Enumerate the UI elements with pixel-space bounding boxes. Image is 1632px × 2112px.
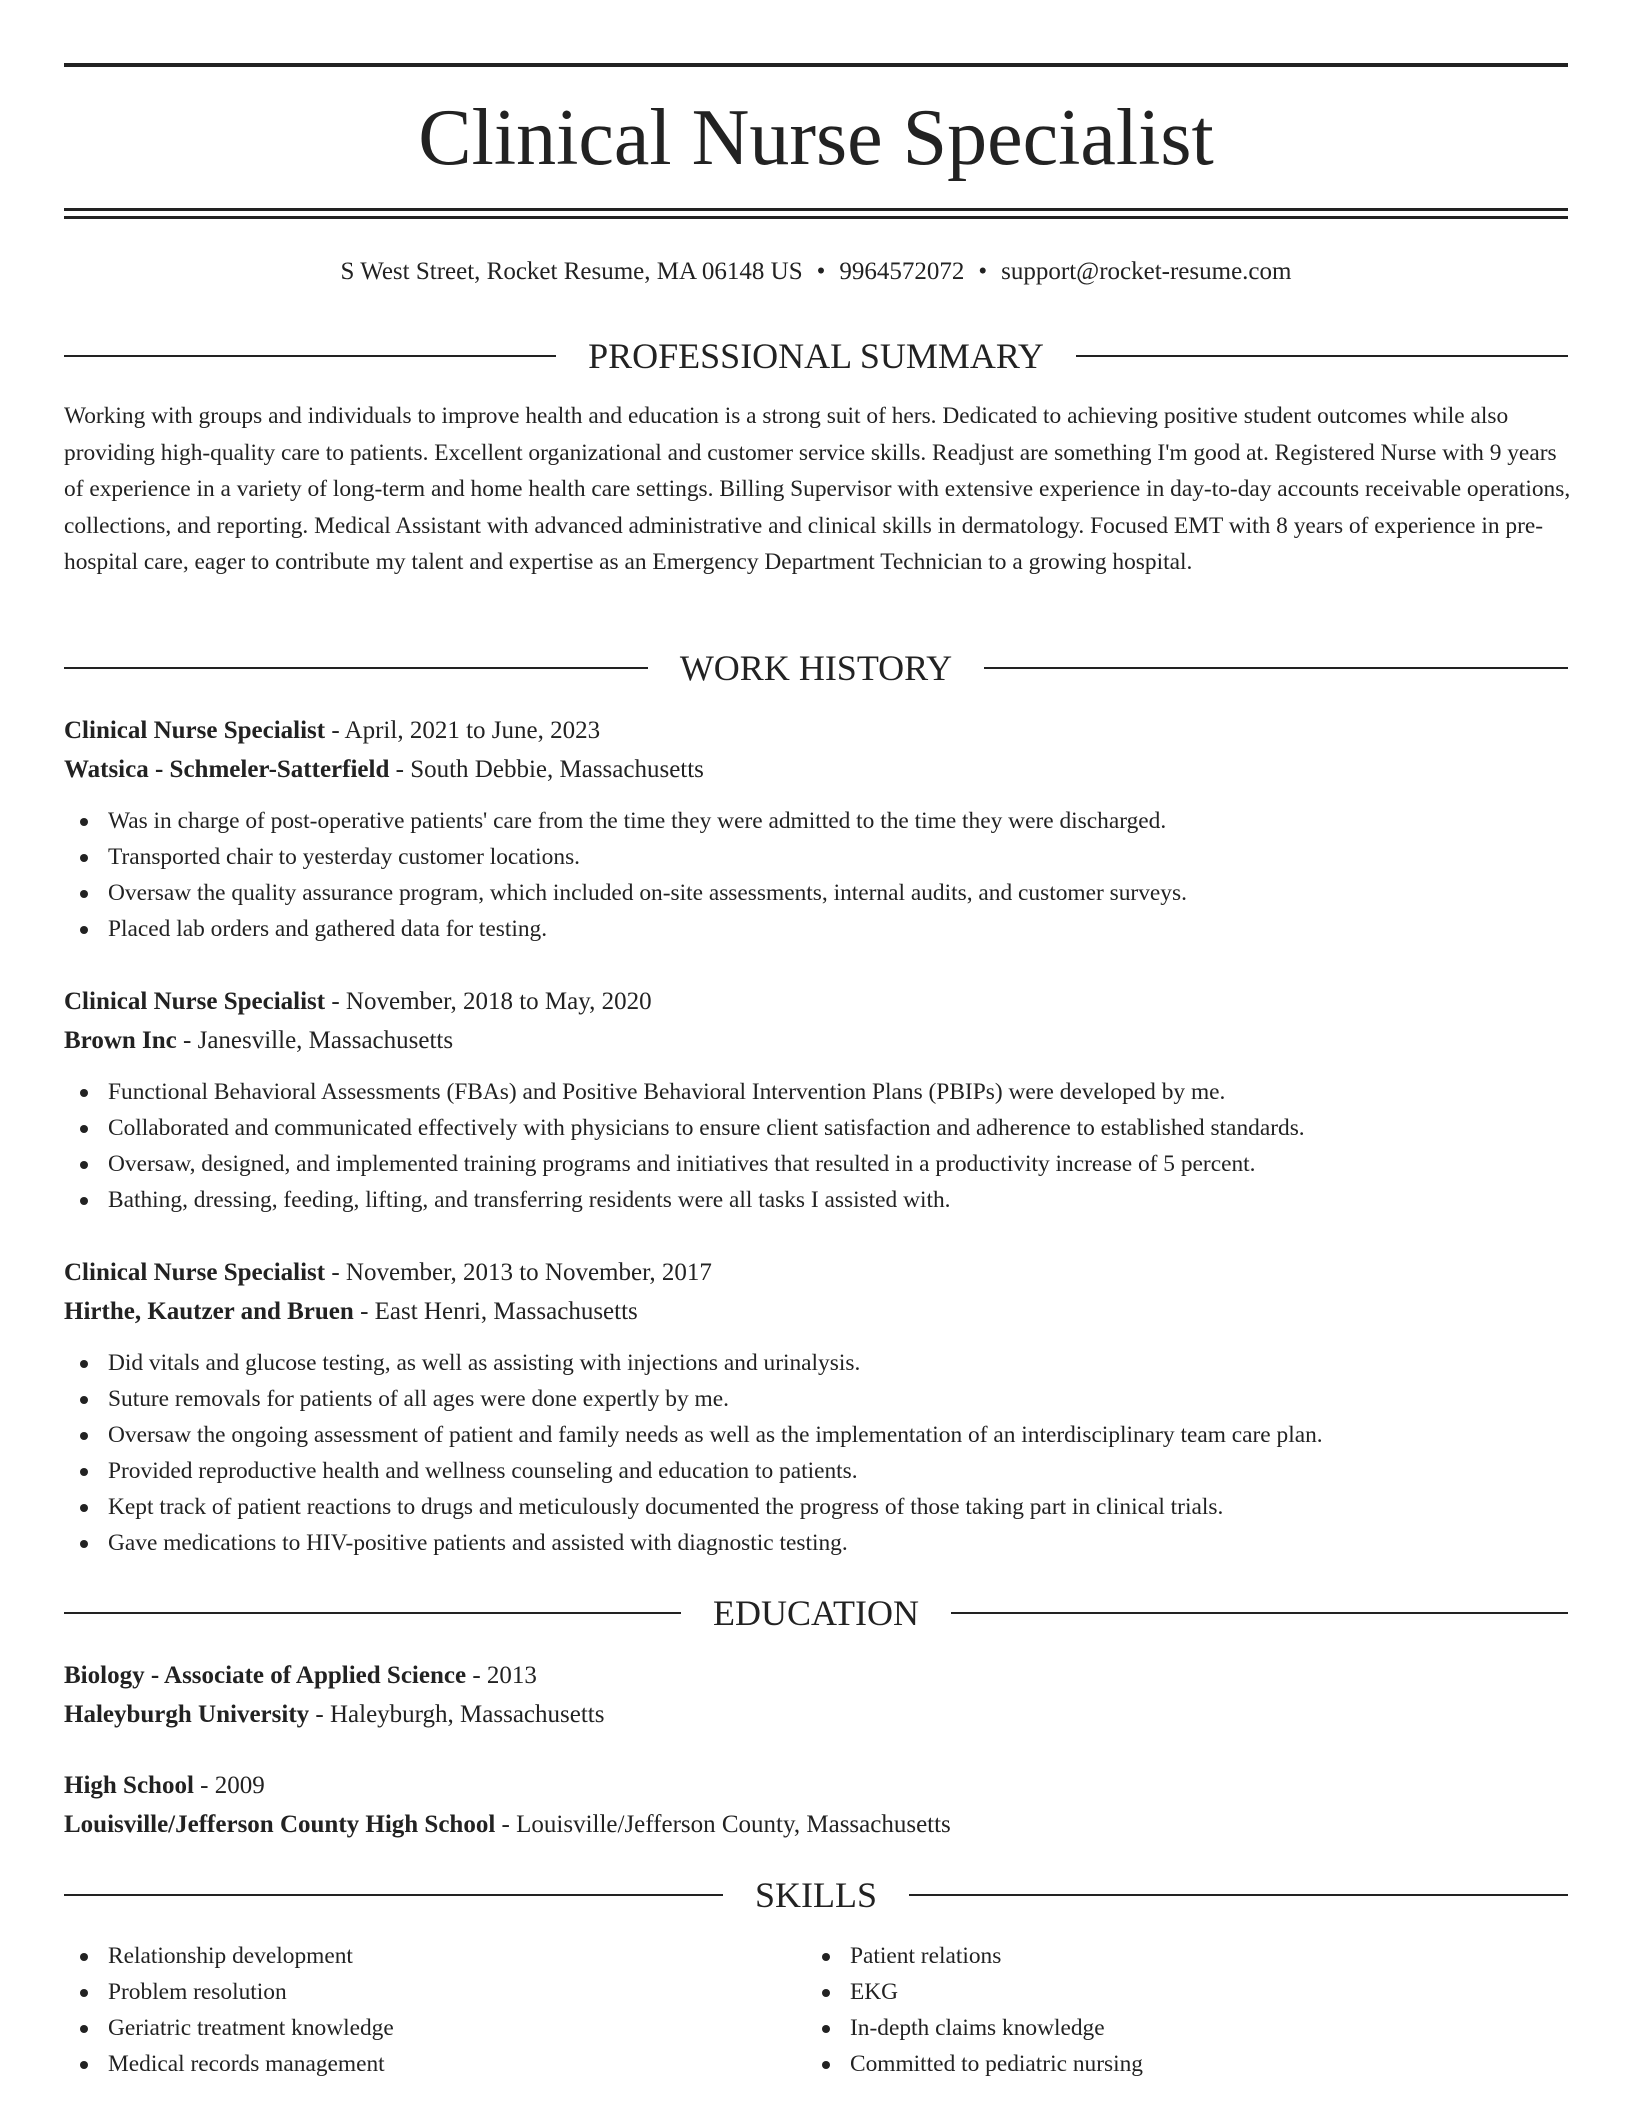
job-role: Clinical Nurse Specialist — [64, 988, 326, 1015]
skill-item: Patient relations — [806, 1938, 1546, 1974]
section-heading-summary — [64, 334, 1568, 378]
skill-item: Medical records management — [64, 2046, 804, 2082]
job-dates: - November, 2018 to May, 2020 — [331, 988, 652, 1015]
job-company-line — [64, 1292, 1568, 1331]
page-title: Clinical Nurse Specialist — [418, 94, 1214, 182]
skill-item: Geriatric treatment knowledge — [64, 2010, 804, 2046]
heading-rule — [1076, 355, 1568, 357]
job-company: Hirthe, Kautzer and Bruen — [64, 1298, 354, 1325]
education-degree-line — [64, 1656, 1568, 1695]
job-company: Brown Inc — [64, 1027, 177, 1054]
job-title-line — [64, 1253, 1568, 1292]
contact-line — [64, 256, 1568, 288]
section-heading-education — [64, 1591, 1568, 1635]
job-bullets — [64, 1345, 1568, 1561]
list-item: Gave medications to HIV-positive patients and assisted with diagnostic testing. — [64, 1525, 1568, 1561]
job-entry — [64, 711, 1568, 947]
heading-rule — [951, 1612, 1568, 1614]
job-entry — [64, 1253, 1568, 1561]
contact-address: S West Street, Rocket Resume, MA 06148 US — [340, 258, 803, 285]
list-item: Oversaw the ongoing assessment of patient and family needs as well as the implementation of an interdisciplinary team care plan. — [64, 1417, 1568, 1453]
heading-rule — [64, 1612, 681, 1614]
header-double-rule-bottom — [64, 216, 1568, 219]
header-top-rule — [64, 63, 1568, 67]
job-dates: - November, 2013 to November, 2017 — [331, 1259, 712, 1286]
list-item: Kept track of patient reactions to drugs and meticulously documented the progress of those taking part in clinical trials. — [64, 1489, 1568, 1525]
education-location: - Haleyburgh, Massachusetts — [315, 1701, 605, 1728]
job-company-line — [64, 750, 1568, 789]
job-location: - Janesville, Massachusetts — [183, 1027, 454, 1054]
job-entry — [64, 982, 1568, 1218]
job-title-line — [64, 982, 1568, 1021]
skills-list-left — [64, 1938, 804, 2082]
skill-item: Problem resolution — [64, 1974, 804, 2010]
list-item: Provided reproductive health and wellness counseling and education to patients. — [64, 1453, 1568, 1489]
education-degree: Biology - Associate of Applied Science — [64, 1662, 467, 1689]
job-company: Watsica - Schmeler-Satterfield — [64, 756, 390, 783]
education-year: - 2013 — [472, 1662, 537, 1689]
heading-rule — [64, 667, 648, 669]
job-role: Clinical Nurse Specialist — [64, 717, 326, 744]
skill-item: Committed to pediatric nursing — [806, 2046, 1546, 2082]
job-company-line — [64, 1021, 1568, 1060]
contact-phone: 9964572072 — [839, 258, 965, 285]
education-school: Haleyburgh University — [64, 1701, 310, 1728]
job-role: Clinical Nurse Specialist — [64, 1259, 326, 1286]
heading-rule — [984, 667, 1568, 669]
job-bullets — [64, 1074, 1568, 1218]
job-location: - East Henri, Massachusetts — [360, 1298, 638, 1325]
list-item: Bathing, dressing, feeding, lifting, and transferring residents were all tasks I assisted with. — [64, 1182, 1568, 1218]
education-school-line — [64, 1805, 1568, 1844]
skill-item: EKG — [806, 1974, 1546, 2010]
education-school-line — [64, 1695, 1568, 1734]
section-heading-label: SKILLS — [755, 1875, 878, 1915]
education-entry — [64, 1656, 1568, 1734]
section-heading-label: WORK HISTORY — [679, 648, 953, 688]
list-item: Placed lab orders and gathered data for testing. — [64, 911, 1568, 947]
education-degree-line — [64, 1766, 1568, 1805]
skill-item: Relationship development — [64, 1938, 804, 1974]
job-bullets — [64, 803, 1568, 947]
section-heading-label: EDUCATION — [713, 1593, 919, 1633]
heading-rule — [64, 1894, 723, 1896]
job-title-line — [64, 711, 1568, 750]
section-heading-label: PROFESSIONAL SUMMARY — [588, 336, 1044, 376]
education-year: - 2009 — [200, 1772, 265, 1799]
education-degree: High School — [64, 1772, 194, 1799]
contact-email: support@rocket-resume.com — [1001, 258, 1292, 285]
education-school: Louisville/Jefferson County High School — [64, 1811, 496, 1838]
education-location: - Louisville/Jefferson County, Massachusetts — [501, 1811, 951, 1838]
list-item: Transported chair to yesterday customer locations. — [64, 839, 1568, 875]
list-item: Did vitals and glucose testing, as well as assisting with injections and urinalysis. — [64, 1345, 1568, 1381]
list-item: Oversaw, designed, and implemented training programs and initiatives that resulted in a productivity increase of 5 percent. — [64, 1146, 1568, 1182]
list-item: Was in charge of post-operative patients' care from the time they were admitted to the time they were discharged. — [64, 803, 1568, 839]
education-entry — [64, 1766, 1568, 1844]
list-item: Oversaw the quality assurance program, which included on-site assessments, internal audits, and customer surveys. — [64, 875, 1568, 911]
list-item: Collaborated and communicated effectively with physicians to ensure client satisfaction and adherence to established standards. — [64, 1110, 1568, 1146]
contact-separator: • — [978, 258, 988, 285]
section-heading-work-history — [64, 646, 1568, 690]
heading-rule — [64, 355, 556, 357]
contact-separator: • — [816, 258, 826, 285]
skill-item: In-depth claims knowledge — [806, 2010, 1546, 2046]
job-dates: - April, 2021 to June, 2023 — [331, 717, 601, 744]
list-item: Functional Behavioral Assessments (FBAs) and Positive Behavioral Intervention Plans (PBIPs) were developed by me. — [64, 1074, 1568, 1110]
header-double-rule-top — [64, 208, 1568, 211]
heading-rule — [909, 1894, 1568, 1896]
job-location: - South Debbie, Massachusetts — [395, 756, 704, 783]
skills-list-right — [806, 1938, 1546, 2082]
section-heading-skills — [64, 1873, 1568, 1917]
summary-paragraph: Working with groups and individuals to improve health and education is a strong suit of hers. Dedicated to achieving positive student outcomes while also providing high-quality care to patients. Excellent organizational and customer service skills. Readjust are something I'm good at. Registered Nurse with 9 years of experience in a variety of long-term and home health care settings. Billing Supervisor with extensive experience in day-to-day accounts receivable operations, collections, and reporting. Medical Assistant with advanced administrative and clinical skills in dermatology. Focused EMT with 8 years of experience in pre-hospital care, eager to contribute my talent and expertise as an Emergency Department Technician to a growing hospital. — [64, 403, 1571, 575]
list-item: Suture removals for patients of all ages were done expertly by me. — [64, 1381, 1568, 1417]
